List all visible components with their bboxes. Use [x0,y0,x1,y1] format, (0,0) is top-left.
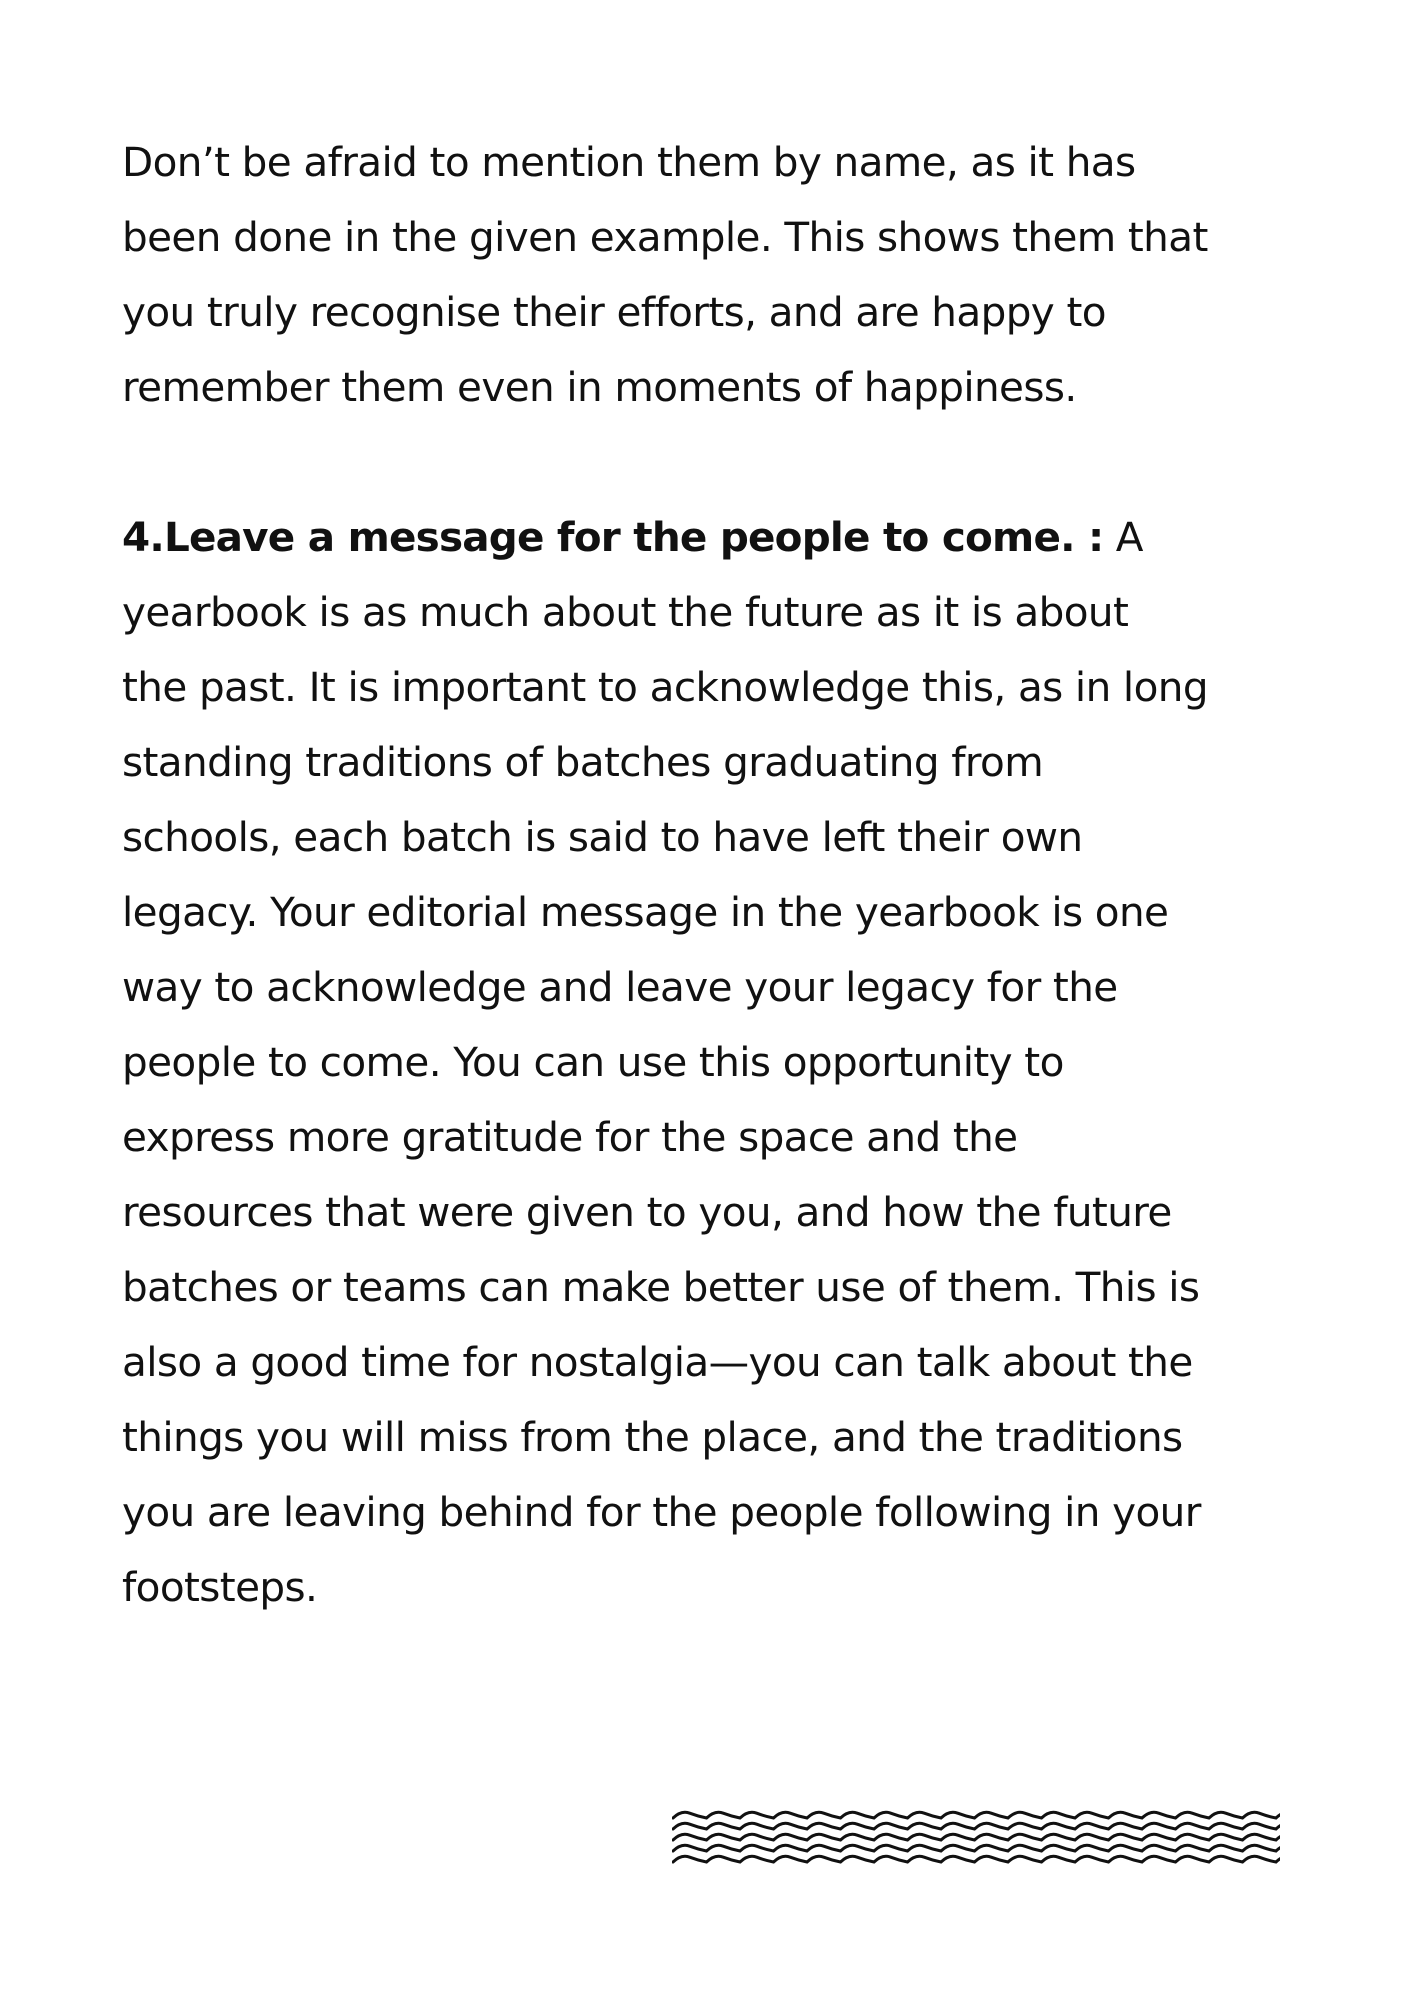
wave-line [673,1845,1280,1851]
text-line: batches or teams can make better use of them. This is [122,1263,1200,1311]
text-line: been done in the given example. This shows them that [122,213,1208,261]
text-line: also a good time for nostalgia—you can talk about the [122,1338,1193,1386]
wave-line [673,1834,1280,1840]
section-4-paragraph [122,500,1302,1625]
wave-line [673,1823,1280,1829]
text-line: footsteps. [122,1563,318,1611]
text-line: legacy. Your editorial message in the yearbook is one [122,888,1169,936]
section-4-heading: 4.Leave a message for the people to come. : [122,513,1104,561]
paragraph-mention-by-name [122,125,1302,425]
text-line: express more gratitude for the space and the [122,1113,1018,1161]
text-line: standing traditions of batches graduating from [122,738,1044,786]
text-line: you truly recognise their efforts, and are happy to [122,288,1106,336]
wave-line [673,1812,1280,1818]
text-line: things you will miss from the place, and the traditions [122,1413,1183,1461]
wave-pattern-icon [672,1808,1280,1866]
section-4-first-word: A [1115,513,1143,561]
text-line: people to come. You can use this opportunity to [122,1038,1064,1086]
text-line: way to acknowledge and leave your legacy for the [122,963,1118,1011]
text-line: the past. It is important to acknowledge this, as in long [122,663,1208,711]
text-line: resources that were given to you, and how the future [122,1188,1172,1236]
section-4-first-line [122,500,1302,575]
text-line: yearbook is as much about the future as it is about [122,588,1129,636]
text-line: remember them even in moments of happiness. [122,363,1077,411]
text-line: schools, each batch is said to have left their own [122,813,1083,861]
text-line: you are leaving behind for the people following in your [122,1488,1201,1536]
wave-line [673,1856,1280,1862]
text-line: Don’t be afraid to mention them by name, as it has [122,138,1136,186]
